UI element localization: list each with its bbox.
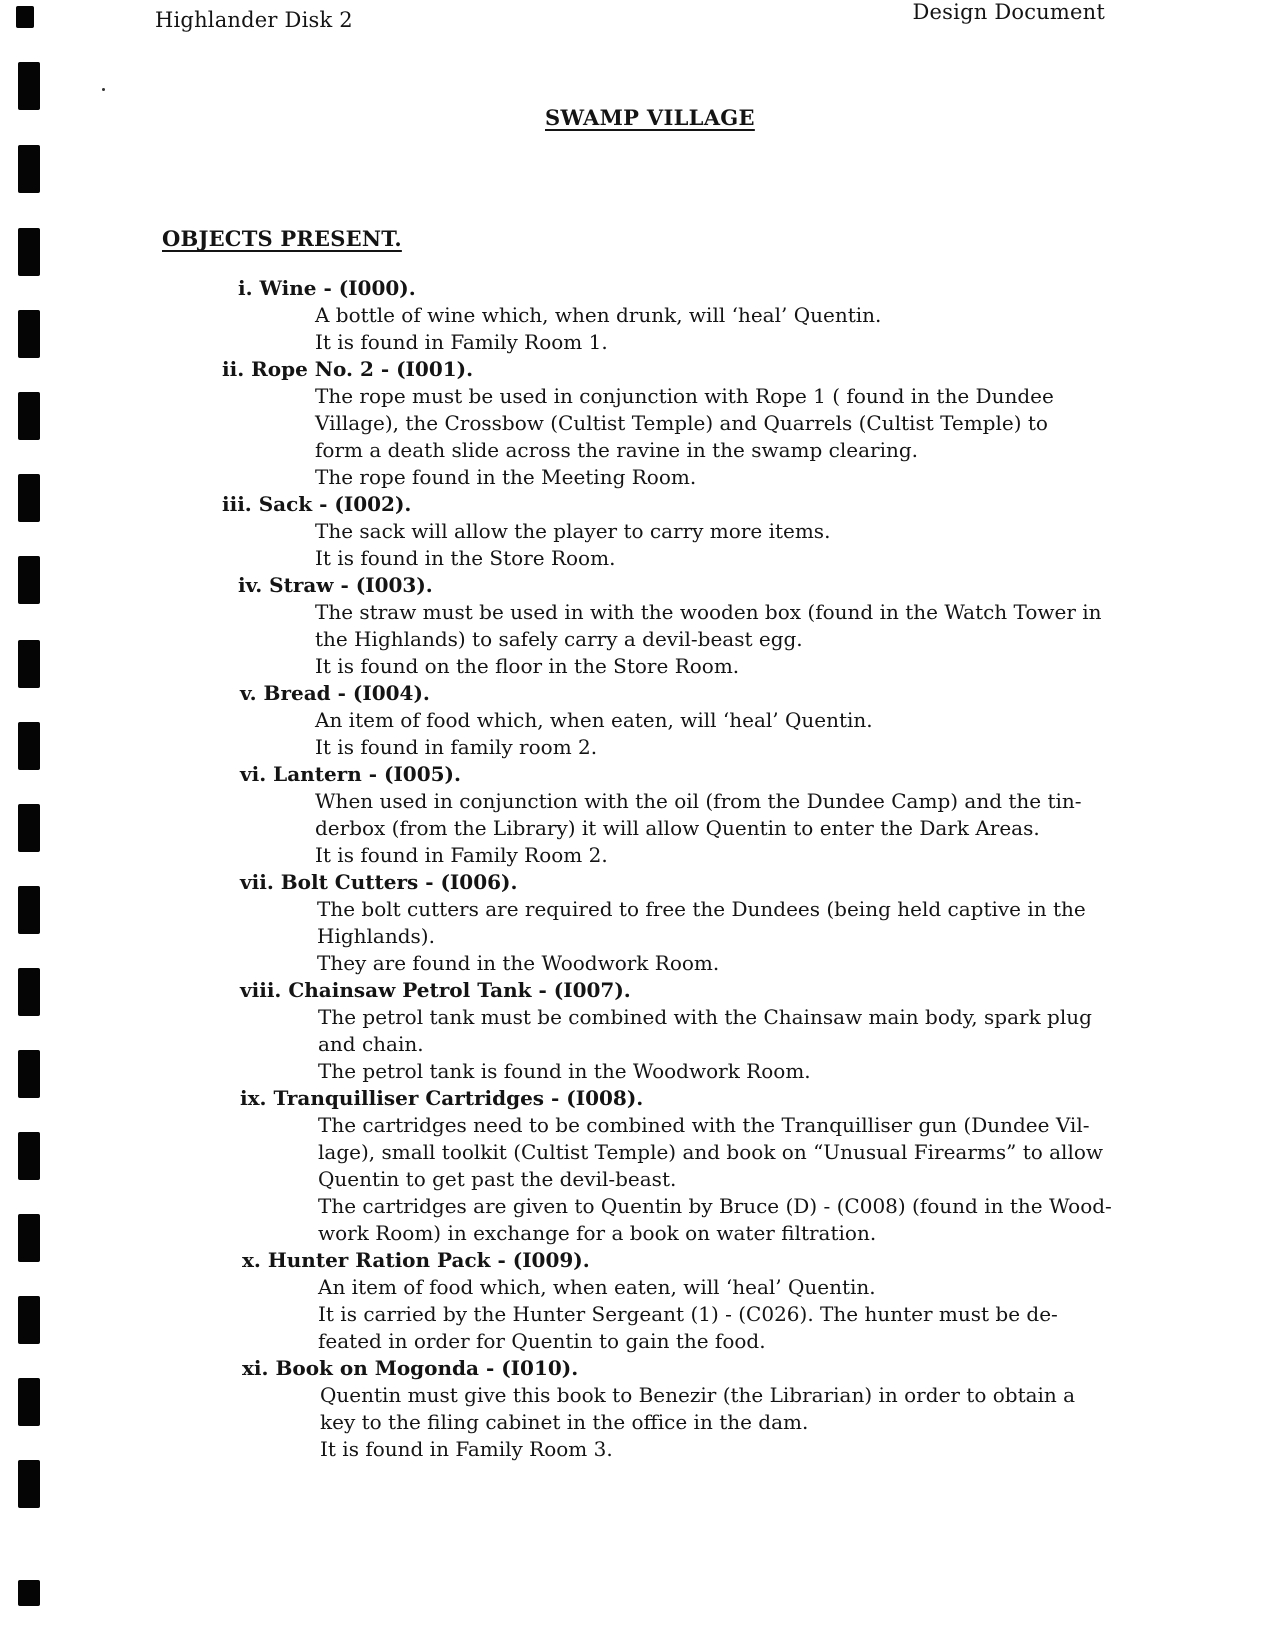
item-text-line: The bolt cutters are required to free the Dundees (being held captive in the bbox=[317, 897, 1086, 921]
list-item bbox=[0, 275, 1275, 356]
item-text-line: key to the filing cabinet in the office in the dam. bbox=[320, 1410, 809, 1434]
item-text-line: The petrol tank is found in the Woodwork Room. bbox=[318, 1059, 811, 1083]
item-text-line: Village), the Crossbow (Cultist Temple) and Quarrels (Cultist Temple) to bbox=[315, 411, 1048, 435]
item-text-line: work Room) in exchange for a book on water filtration. bbox=[318, 1221, 877, 1245]
item-title: xi. Book on Mogonda - (I010). bbox=[242, 1356, 579, 1380]
item-text-line: It is found in Family Room 3. bbox=[320, 1437, 613, 1461]
list-item bbox=[0, 572, 1275, 680]
binding-mark bbox=[18, 1580, 40, 1606]
item-text-line: It is found in the Store Room. bbox=[315, 546, 616, 570]
item-text-line: Quentin to get past the devil-beast. bbox=[318, 1167, 677, 1191]
item-title: ii. Rope No. 2 - (I001). bbox=[222, 357, 474, 381]
item-text-line: An item of food which, when eaten, will ‘heal’ Quentin. bbox=[315, 708, 873, 732]
item-text-line: Quentin must give this book to Benezir (the Librarian) in order to obtain a bbox=[320, 1383, 1076, 1407]
list-item bbox=[0, 680, 1275, 761]
item-text-line: It is found on the floor in the Store Room. bbox=[315, 654, 740, 678]
item-title: iii. Sack - (I002). bbox=[222, 492, 412, 516]
page-title: SWAMP VILLAGE bbox=[545, 105, 755, 130]
list-item bbox=[0, 761, 1275, 869]
scan-speck bbox=[102, 88, 105, 91]
binding-mark bbox=[16, 6, 34, 28]
item-text-line: They are found in the Woodwork Room. bbox=[317, 951, 720, 975]
binding-mark bbox=[18, 62, 40, 110]
item-title: v. Bread - (I004). bbox=[240, 681, 430, 705]
item-text-line: the Highlands) to safely carry a devil-beast egg. bbox=[315, 627, 803, 651]
item-title: viii. Chainsaw Petrol Tank - (I007). bbox=[240, 978, 631, 1002]
list-item bbox=[0, 977, 1275, 1085]
item-text-line: It is carried by the Hunter Sergeant (1) - (C026). The hunter must be de- bbox=[318, 1302, 1058, 1326]
list-item bbox=[0, 491, 1275, 572]
item-text-line: The rope must be used in conjunction with Rope 1 ( found in the Dundee bbox=[315, 384, 1054, 408]
item-title: vi. Lantern - (I005). bbox=[240, 762, 461, 786]
item-text-line: The rope found in the Meeting Room. bbox=[315, 465, 697, 489]
item-text-line: The straw must be used in with the wooden box (found in the Watch Tower in bbox=[315, 600, 1102, 624]
list-item bbox=[0, 356, 1275, 491]
list-item bbox=[0, 1247, 1275, 1355]
list-item bbox=[0, 1085, 1275, 1247]
item-text-line: The cartridges need to be combined with the Tranquilliser gun (Dundee Vil- bbox=[318, 1113, 1090, 1137]
section-heading: OBJECTS PRESENT. bbox=[162, 226, 402, 251]
item-text-line: The petrol tank must be combined with the Chainsaw main body, spark plug bbox=[318, 1005, 1092, 1029]
item-text-line: feated in order for Quentin to gain the food. bbox=[318, 1329, 766, 1353]
item-text-line: form a death slide across the ravine in the swamp clearing. bbox=[315, 438, 919, 462]
item-title: ix. Tranquilliser Cartridges - (I008). bbox=[240, 1086, 644, 1110]
item-text-line: An item of food which, when eaten, will ‘heal’ Quentin. bbox=[318, 1275, 876, 1299]
item-text-line: and chain. bbox=[318, 1032, 424, 1056]
binding-mark bbox=[18, 145, 40, 193]
item-text-line: The sack will allow the player to carry more items. bbox=[315, 519, 831, 543]
item-text-line: When used in conjunction with the oil (from the Dundee Camp) and the tin- bbox=[315, 789, 1082, 813]
item-title: iv. Straw - (I003). bbox=[238, 573, 433, 597]
header-document-type: Design Document bbox=[912, 0, 1105, 24]
item-text-line: A bottle of wine which, when drunk, will ‘heal’ Quentin. bbox=[315, 303, 882, 327]
item-text-line: derbox (from the Library) it will allow Quentin to enter the Dark Areas. bbox=[315, 816, 1040, 840]
item-title: i. Wine - (I000). bbox=[238, 276, 416, 300]
list-item bbox=[0, 869, 1275, 977]
item-text-line: It is found in family room 2. bbox=[315, 735, 598, 759]
item-text-line: The cartridges are given to Quentin by Bruce (D) - (C008) (found in the Wood- bbox=[318, 1194, 1112, 1218]
item-text-line: lage), small toolkit (Cultist Temple) and book on “Unusual Firearms” to allow bbox=[318, 1140, 1104, 1164]
list-item bbox=[0, 1355, 1275, 1463]
binding-mark bbox=[18, 228, 40, 276]
item-text-line: It is found in Family Room 1. bbox=[315, 330, 608, 354]
item-text-line: Highlands). bbox=[317, 924, 435, 948]
objects-list bbox=[0, 275, 1275, 1463]
item-title: vii. Bolt Cutters - (I006). bbox=[240, 870, 518, 894]
binding-mark bbox=[18, 1460, 40, 1508]
header-document-name: Highlander Disk 2 bbox=[155, 8, 353, 32]
item-text-line: It is found in Family Room 2. bbox=[315, 843, 608, 867]
item-title: x. Hunter Ration Pack - (I009). bbox=[242, 1248, 590, 1272]
